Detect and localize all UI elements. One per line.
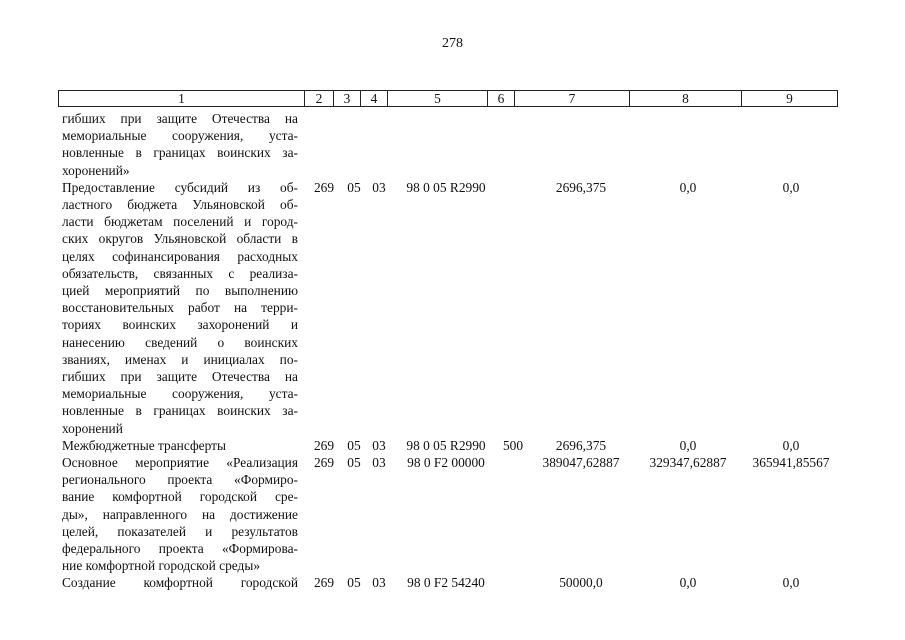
table-row	[62, 437, 842, 454]
cell-c8: 0,0	[679, 179, 697, 195]
description-line: новленные в границах воинских за-	[62, 403, 298, 419]
description-line: хоронений	[62, 420, 123, 436]
cell-c3: 05	[347, 437, 361, 453]
cell-c9: 0,0	[782, 179, 800, 195]
cell-c8: 0,0	[679, 575, 697, 591]
description-line: званиях, именах и инициалах по-	[62, 351, 298, 367]
description-line: гибших при защите Отечества на	[62, 111, 298, 126]
table-header	[58, 90, 838, 107]
cell-c2: 269	[313, 179, 335, 195]
header-col-3: 3	[334, 91, 361, 106]
description-line: Межбюджетные трансферты	[62, 437, 226, 453]
cell-c8: 329347,62887	[649, 455, 727, 471]
cell-c2: 269	[313, 455, 335, 471]
cell-c4: 03	[372, 437, 386, 453]
description-line: вание комфортной городской сре-	[62, 489, 298, 505]
table-body	[62, 110, 842, 592]
cell-c5: 98 0 05 R2990	[406, 179, 486, 195]
cell-c2: 269	[313, 575, 335, 591]
description-line: цией мероприятий по выполнению	[62, 283, 298, 299]
cell-c2: 269	[313, 437, 335, 453]
description-line: обязательств, связанных с реализа-	[62, 265, 298, 281]
description-line: гибших при защите Отечества на	[62, 369, 298, 385]
cell-c5: 98 0 05 R2990	[406, 437, 486, 453]
cell-c3: 05	[347, 575, 361, 591]
description-line: мемориальные сооружения, уста-	[62, 386, 298, 402]
description-line: ние комфортной городской среды»	[62, 558, 261, 574]
table-row	[62, 454, 842, 574]
description-line: хоронений»	[62, 162, 130, 178]
header-col-4: 4	[361, 91, 388, 106]
description-line: мемориальные сооружения, уста-	[62, 128, 298, 144]
row-description	[62, 574, 298, 591]
cell-c6: 500	[502, 437, 524, 453]
cell-c3: 05	[347, 455, 361, 471]
row-description	[62, 179, 298, 437]
header-col-8: 8	[630, 91, 742, 106]
row-description	[62, 437, 298, 454]
header-col-6: 6	[488, 91, 515, 106]
description-line: восстановительных работ на терри-	[62, 300, 298, 316]
description-line: Создание комфортной городской	[62, 575, 298, 591]
description-line: Предоставление субсидий из об-	[62, 179, 298, 195]
cell-c5: 98 0 F2 54240	[407, 575, 485, 591]
description-line: ласти бюджетам поселений и город-	[62, 214, 298, 230]
description-line: целях софинансирования расходных	[62, 248, 298, 264]
header-col-1: 1	[59, 91, 305, 106]
cell-c8: 0,0	[679, 437, 697, 453]
description-line: нанесению сведений о воинских	[62, 334, 298, 350]
table-row	[62, 179, 842, 437]
description-line: ластного бюджета Ульяновской об-	[62, 197, 298, 213]
cell-c7: 2696,375	[555, 437, 607, 453]
row-description	[62, 454, 298, 574]
cell-c9: 365941,85567	[752, 455, 830, 471]
description-line: федерального проекта «Формирова-	[62, 541, 298, 557]
cell-c4: 03	[372, 455, 386, 471]
header-col-9: 9	[786, 91, 793, 106]
header-col-5: 5	[388, 91, 488, 106]
description-line: ториях воинских захоронений и	[62, 317, 298, 333]
cell-c7: 50000,0	[559, 575, 603, 591]
description-line: Основное мероприятие «Реализация	[62, 455, 298, 471]
header-col-2: 2	[305, 91, 334, 106]
description-line: ских округов Ульяновской области в	[62, 231, 298, 247]
cell-c9: 0,0	[782, 575, 800, 591]
table-row	[62, 574, 842, 591]
cell-c9: 0,0	[782, 437, 800, 453]
cell-c4: 03	[372, 179, 386, 195]
header-col-7: 7	[515, 91, 630, 106]
cell-c4: 03	[372, 575, 386, 591]
description-line: ды», направленного на достижение	[62, 506, 298, 522]
description-line: целей, показателей и результатов	[62, 523, 298, 539]
cell-c3: 05	[347, 179, 361, 195]
description-line: новленные в границах воинских за-	[62, 145, 298, 161]
row-description	[62, 110, 298, 179]
table-row	[62, 110, 842, 179]
cell-c5: 98 0 F2 00000	[407, 455, 485, 471]
description-line: регионального проекта «Формиро-	[62, 472, 298, 488]
cell-c7: 389047,62887	[542, 455, 620, 471]
cell-c7: 2696,375	[555, 179, 607, 195]
page-number: 278	[442, 36, 463, 51]
